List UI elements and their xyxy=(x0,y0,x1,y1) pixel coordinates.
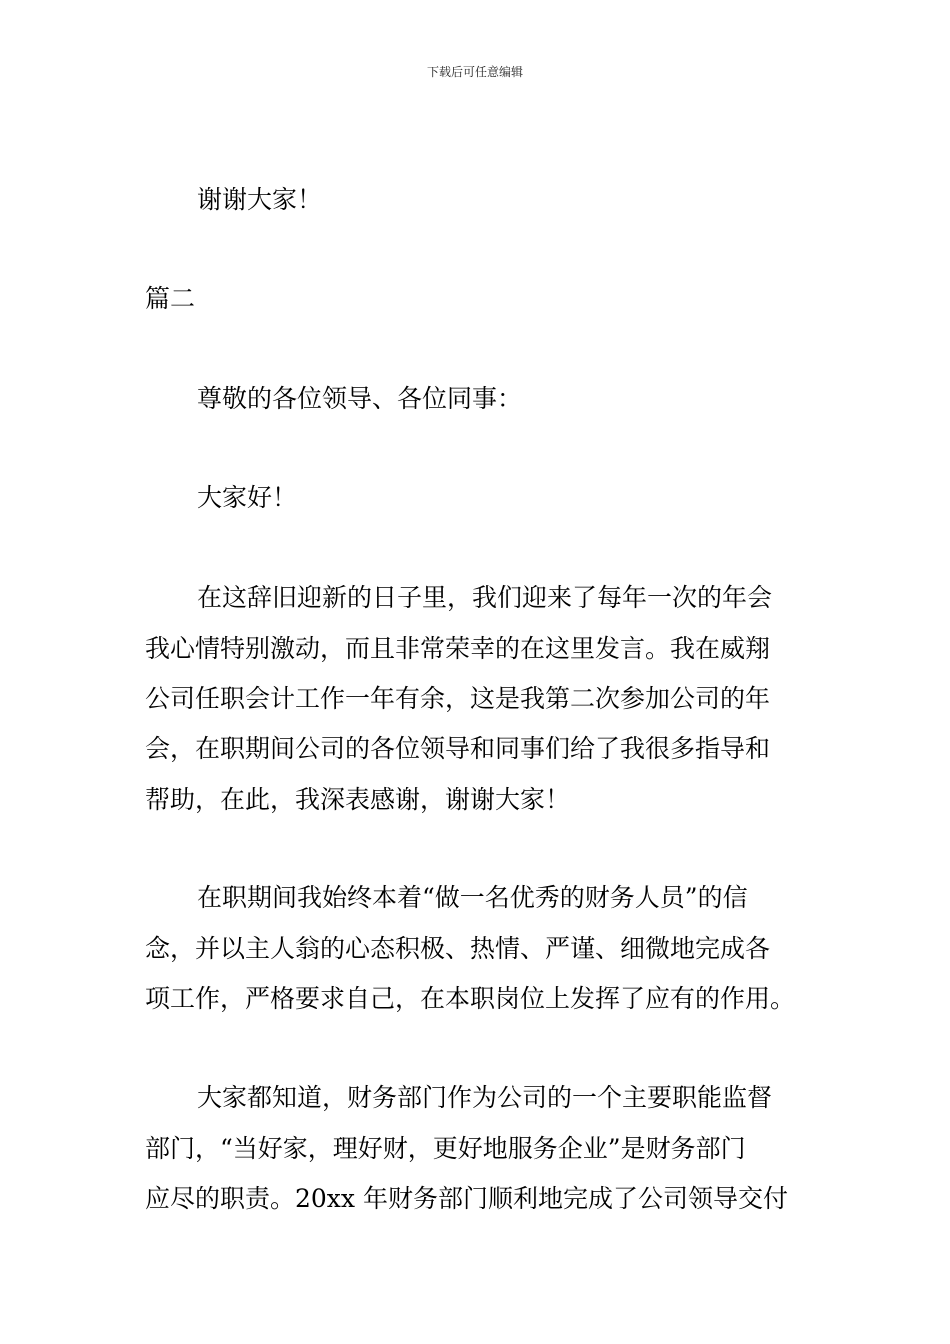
paragraph-1-line-5: 帮助，在此，我深表感谢，谢谢大家！ xyxy=(145,785,571,814)
paragraph-2-line-3: 项工作，严格要求自己，在本职岗位上发挥了应有的作用。 xyxy=(145,984,796,1013)
paragraph-3-line-3: 应尽的职责。20xx 年财务部门顺利地完成了公司领导交付 xyxy=(145,1184,788,1213)
salutation-line: 尊敬的各位领导、各位同事： xyxy=(197,384,523,413)
paragraph-3-line-1: 大家都知道，财务部门作为公司的一个主要职能监督 xyxy=(197,1083,773,1112)
greeting-line: 大家好！ xyxy=(197,483,298,512)
paragraph-2-line-2: 念，并以主人翁的心态积极、热情、严谨、细微地完成各 xyxy=(145,934,771,963)
paragraph-1-line-1: 在这辞旧迎新的日子里，我们迎来了每年一次的年会 xyxy=(197,583,773,612)
paragraph-1-line-4: 会，在职期间公司的各位领导和同事们给了我很多指导和 xyxy=(145,734,771,763)
thanks-line: 谢谢大家！ xyxy=(197,185,323,214)
paragraph-1-line-3: 公司任职会计工作一年有余，这是我第二次参加公司的年 xyxy=(145,684,771,713)
paragraph-2-line-1: 在职期间我始终本着“做一名优秀的财务人员”的信 xyxy=(197,883,748,912)
page-header-note: 下载后可任意编辑 xyxy=(426,65,523,79)
paragraph-1-line-2: 我心情特别激动，而且非常荣幸的在这里发言。我在威翔 xyxy=(145,634,771,663)
paragraph-3-line-2: 部门，“当好家，理好财，更好地服务企业”是财务部门 xyxy=(145,1134,746,1163)
section-title: 篇二 xyxy=(145,284,196,313)
